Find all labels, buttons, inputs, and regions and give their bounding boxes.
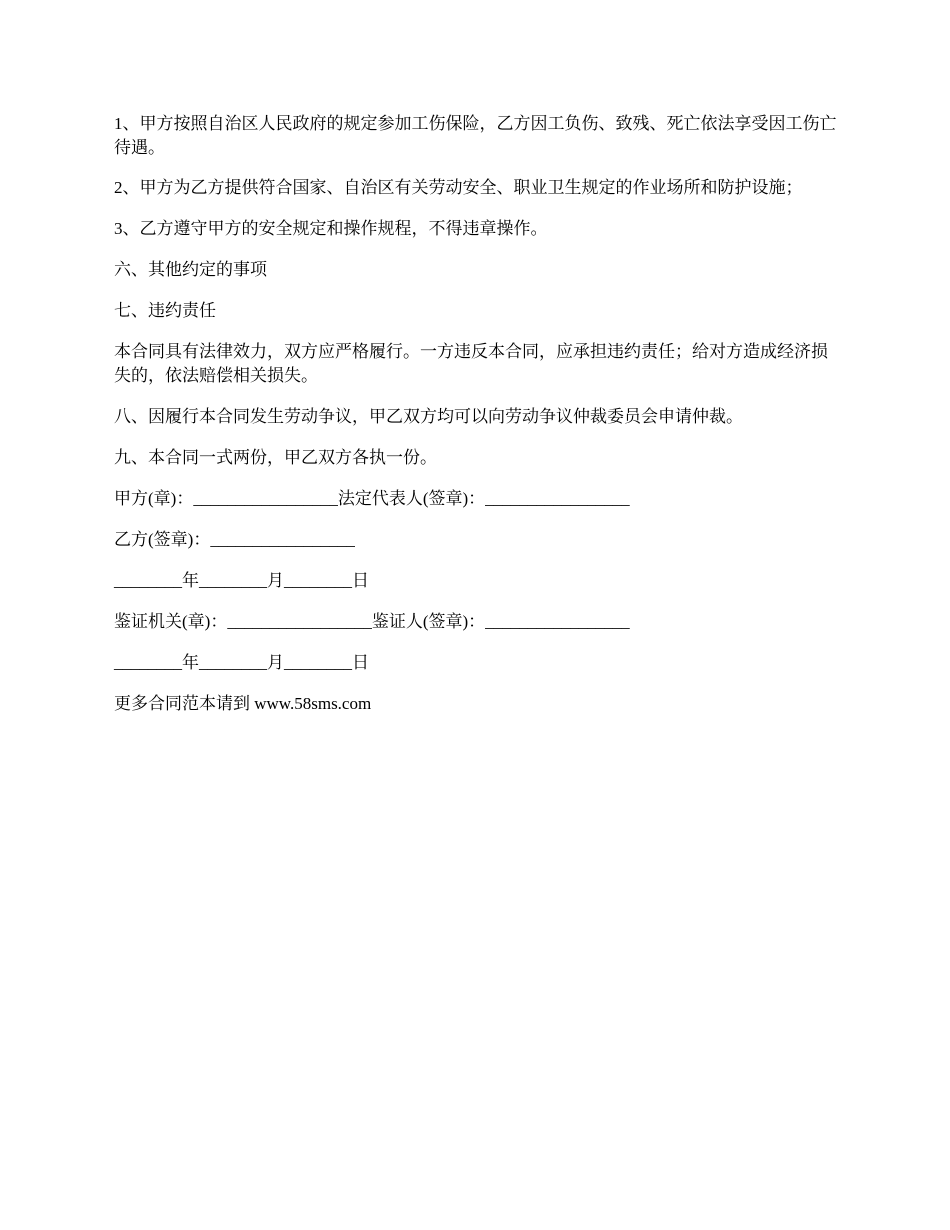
signature-line-party-a: 甲方(章)：_________________法定代表人(签章)：_________________ — [114, 489, 630, 508]
section-heading-breach-liability: 七、违约责任 — [114, 301, 216, 320]
clause-breach-liability: 本合同具有法律效力，双方应严格履行。一方违反本合同，应承担违约责任；给对方造成经济损失的，依法赔偿相关损失。 — [114, 342, 828, 385]
section-heading-other-terms: 六、其他约定的事项 — [114, 260, 267, 279]
date-line: ________年________月________日 — [114, 571, 369, 590]
date-line: ________年________月________日 — [114, 653, 369, 672]
clause-safety-workplace: 2、甲方为乙方提供符合国家、自治区有关劳动安全、职业卫生规定的作业场所和防护设施； — [114, 178, 803, 197]
clause-safety-rules: 3、乙方遵守甲方的安全规定和操作规程，不得违章操作。 — [114, 219, 548, 238]
clause-injury-insurance: 1、甲方按照自治区人民政府的规定参加工伤保险，乙方因工负伤、致残、死亡依法享受因工伤亡待遇。 — [114, 114, 837, 157]
footer-more-templates: 更多合同范本请到 www.58sms.com — [114, 694, 372, 713]
signature-line-party-b: 乙方(签章)：_________________ — [114, 530, 355, 549]
clause-copies: 九、本合同一式两份，甲乙双方各执一份。 — [114, 448, 437, 467]
clause-labor-dispute: 八、因履行本合同发生劳动争议，甲乙双方均可以向劳动争议仲裁委员会申请仲裁。 — [114, 407, 743, 426]
signature-line-authentication: 鉴证机关(章)：_________________鉴证人(签章)：_________________ — [114, 612, 630, 631]
document-body — [114, 112, 844, 733]
